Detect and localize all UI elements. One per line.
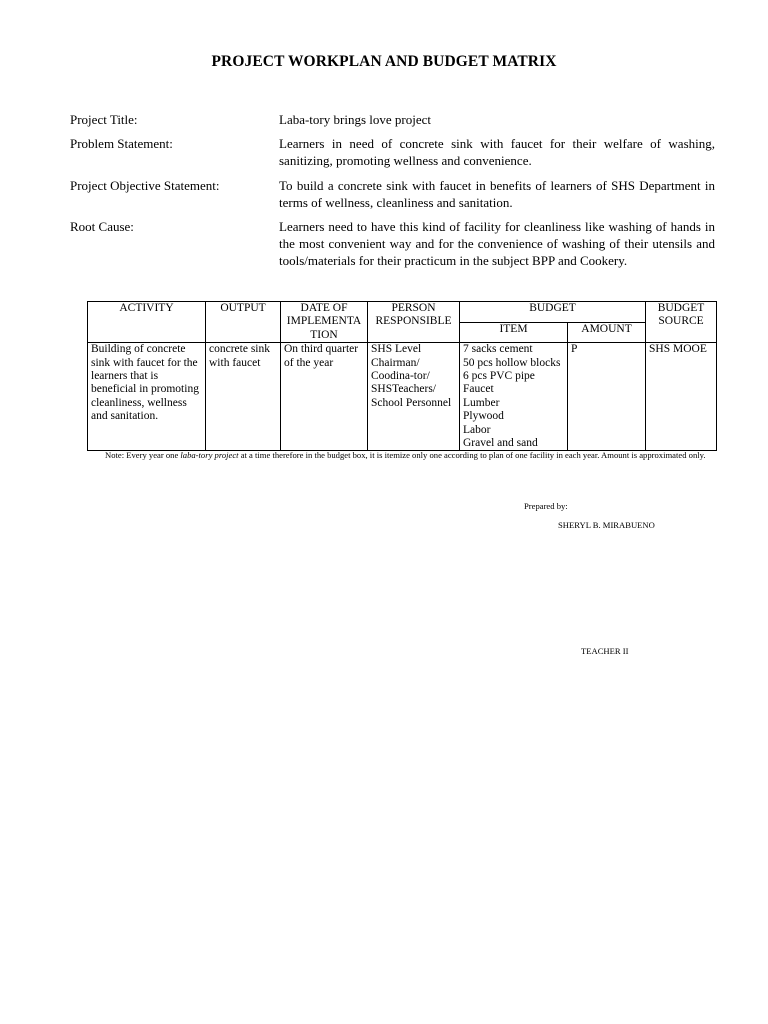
signer-position: TEACHER II bbox=[581, 646, 629, 656]
note-prefix: Note: Every year one bbox=[105, 450, 181, 460]
header-output: OUTPUT bbox=[206, 302, 281, 343]
project-title-value: Laba-tory brings love project bbox=[279, 112, 431, 127]
cell-person: SHS Level Chairman/ Coodina-tor/ SHSTeachers/ School Personnel bbox=[368, 343, 460, 451]
header-date: DATE OF IMPLEMENTA TION bbox=[281, 302, 368, 343]
budget-item: 7 sacks cement bbox=[463, 343, 533, 356]
objective-statement-label: Project Objective Statement: bbox=[70, 178, 220, 193]
budget-item: 50 pcs hollow blocks bbox=[463, 356, 561, 369]
cell-budget-source: SHS MOOE bbox=[646, 343, 717, 451]
root-cause-label: Root Cause: bbox=[70, 219, 134, 234]
note-emphasis: laba-tory project bbox=[180, 450, 239, 460]
cell-items bbox=[460, 343, 568, 451]
budget-item: 6 pcs PVC pipe bbox=[463, 370, 535, 383]
header-person-responsible: PERSON RESPONSIBLE bbox=[368, 302, 460, 343]
project-title-label: Project Title: bbox=[70, 112, 138, 127]
budget-item: Gravel and sand bbox=[463, 437, 538, 450]
document-title: PROJECT WORKPLAN AND BUDGET MATRIX bbox=[211, 53, 557, 70]
header-activity: ACTIVITY bbox=[88, 302, 206, 343]
header-budget: BUDGET bbox=[460, 302, 646, 323]
cell-output: concrete sink with faucet bbox=[206, 343, 281, 451]
header-budget-source: BUDGET SOURCE bbox=[646, 302, 717, 343]
cell-activity: Building of concrete sink with faucet for the learners that is beneficial in promoting cleanliness, wellness and sanitation. bbox=[88, 343, 206, 451]
signer-name: SHERYL B. MIRABUENO bbox=[558, 520, 655, 530]
budget-item: Lumber bbox=[463, 396, 500, 409]
note-text bbox=[105, 450, 715, 462]
table-row bbox=[88, 343, 717, 451]
note-suffix: at a time therefore in the budget box, it is itemize only one according to plan of one facility in each year. Amount is approximated only. bbox=[238, 450, 706, 460]
prepared-by-label: Prepared by: bbox=[524, 501, 568, 511]
root-cause-value: Learners need to have this kind of facility for cleanliness like washing of hands in the most convenient way and for the convenience of washing of their utensils and tools/materials for their practicum in the subject BPP and Cookery. bbox=[279, 219, 715, 268]
header-amount: AMOUNT bbox=[568, 322, 646, 343]
budget-item: Labor bbox=[463, 423, 491, 436]
budget-item: Faucet bbox=[463, 383, 494, 396]
cell-amount: P bbox=[568, 343, 646, 451]
workplan-budget-table bbox=[87, 301, 717, 451]
problem-statement-value: Learners in need of concrete sink with faucet for their welfare of washing, sanitizing, promoting wellness and convenience. bbox=[279, 136, 715, 168]
objective-statement-value: To build a concrete sink with faucet in benefits of learners of SHS Department in terms of wellness, cleanliness and sanitation. bbox=[279, 178, 715, 210]
cell-date: On third quarter of the year bbox=[281, 343, 368, 451]
budget-item: Plywood bbox=[463, 410, 504, 423]
problem-statement-label: Problem Statement: bbox=[70, 136, 173, 151]
header-item: ITEM bbox=[460, 322, 568, 343]
